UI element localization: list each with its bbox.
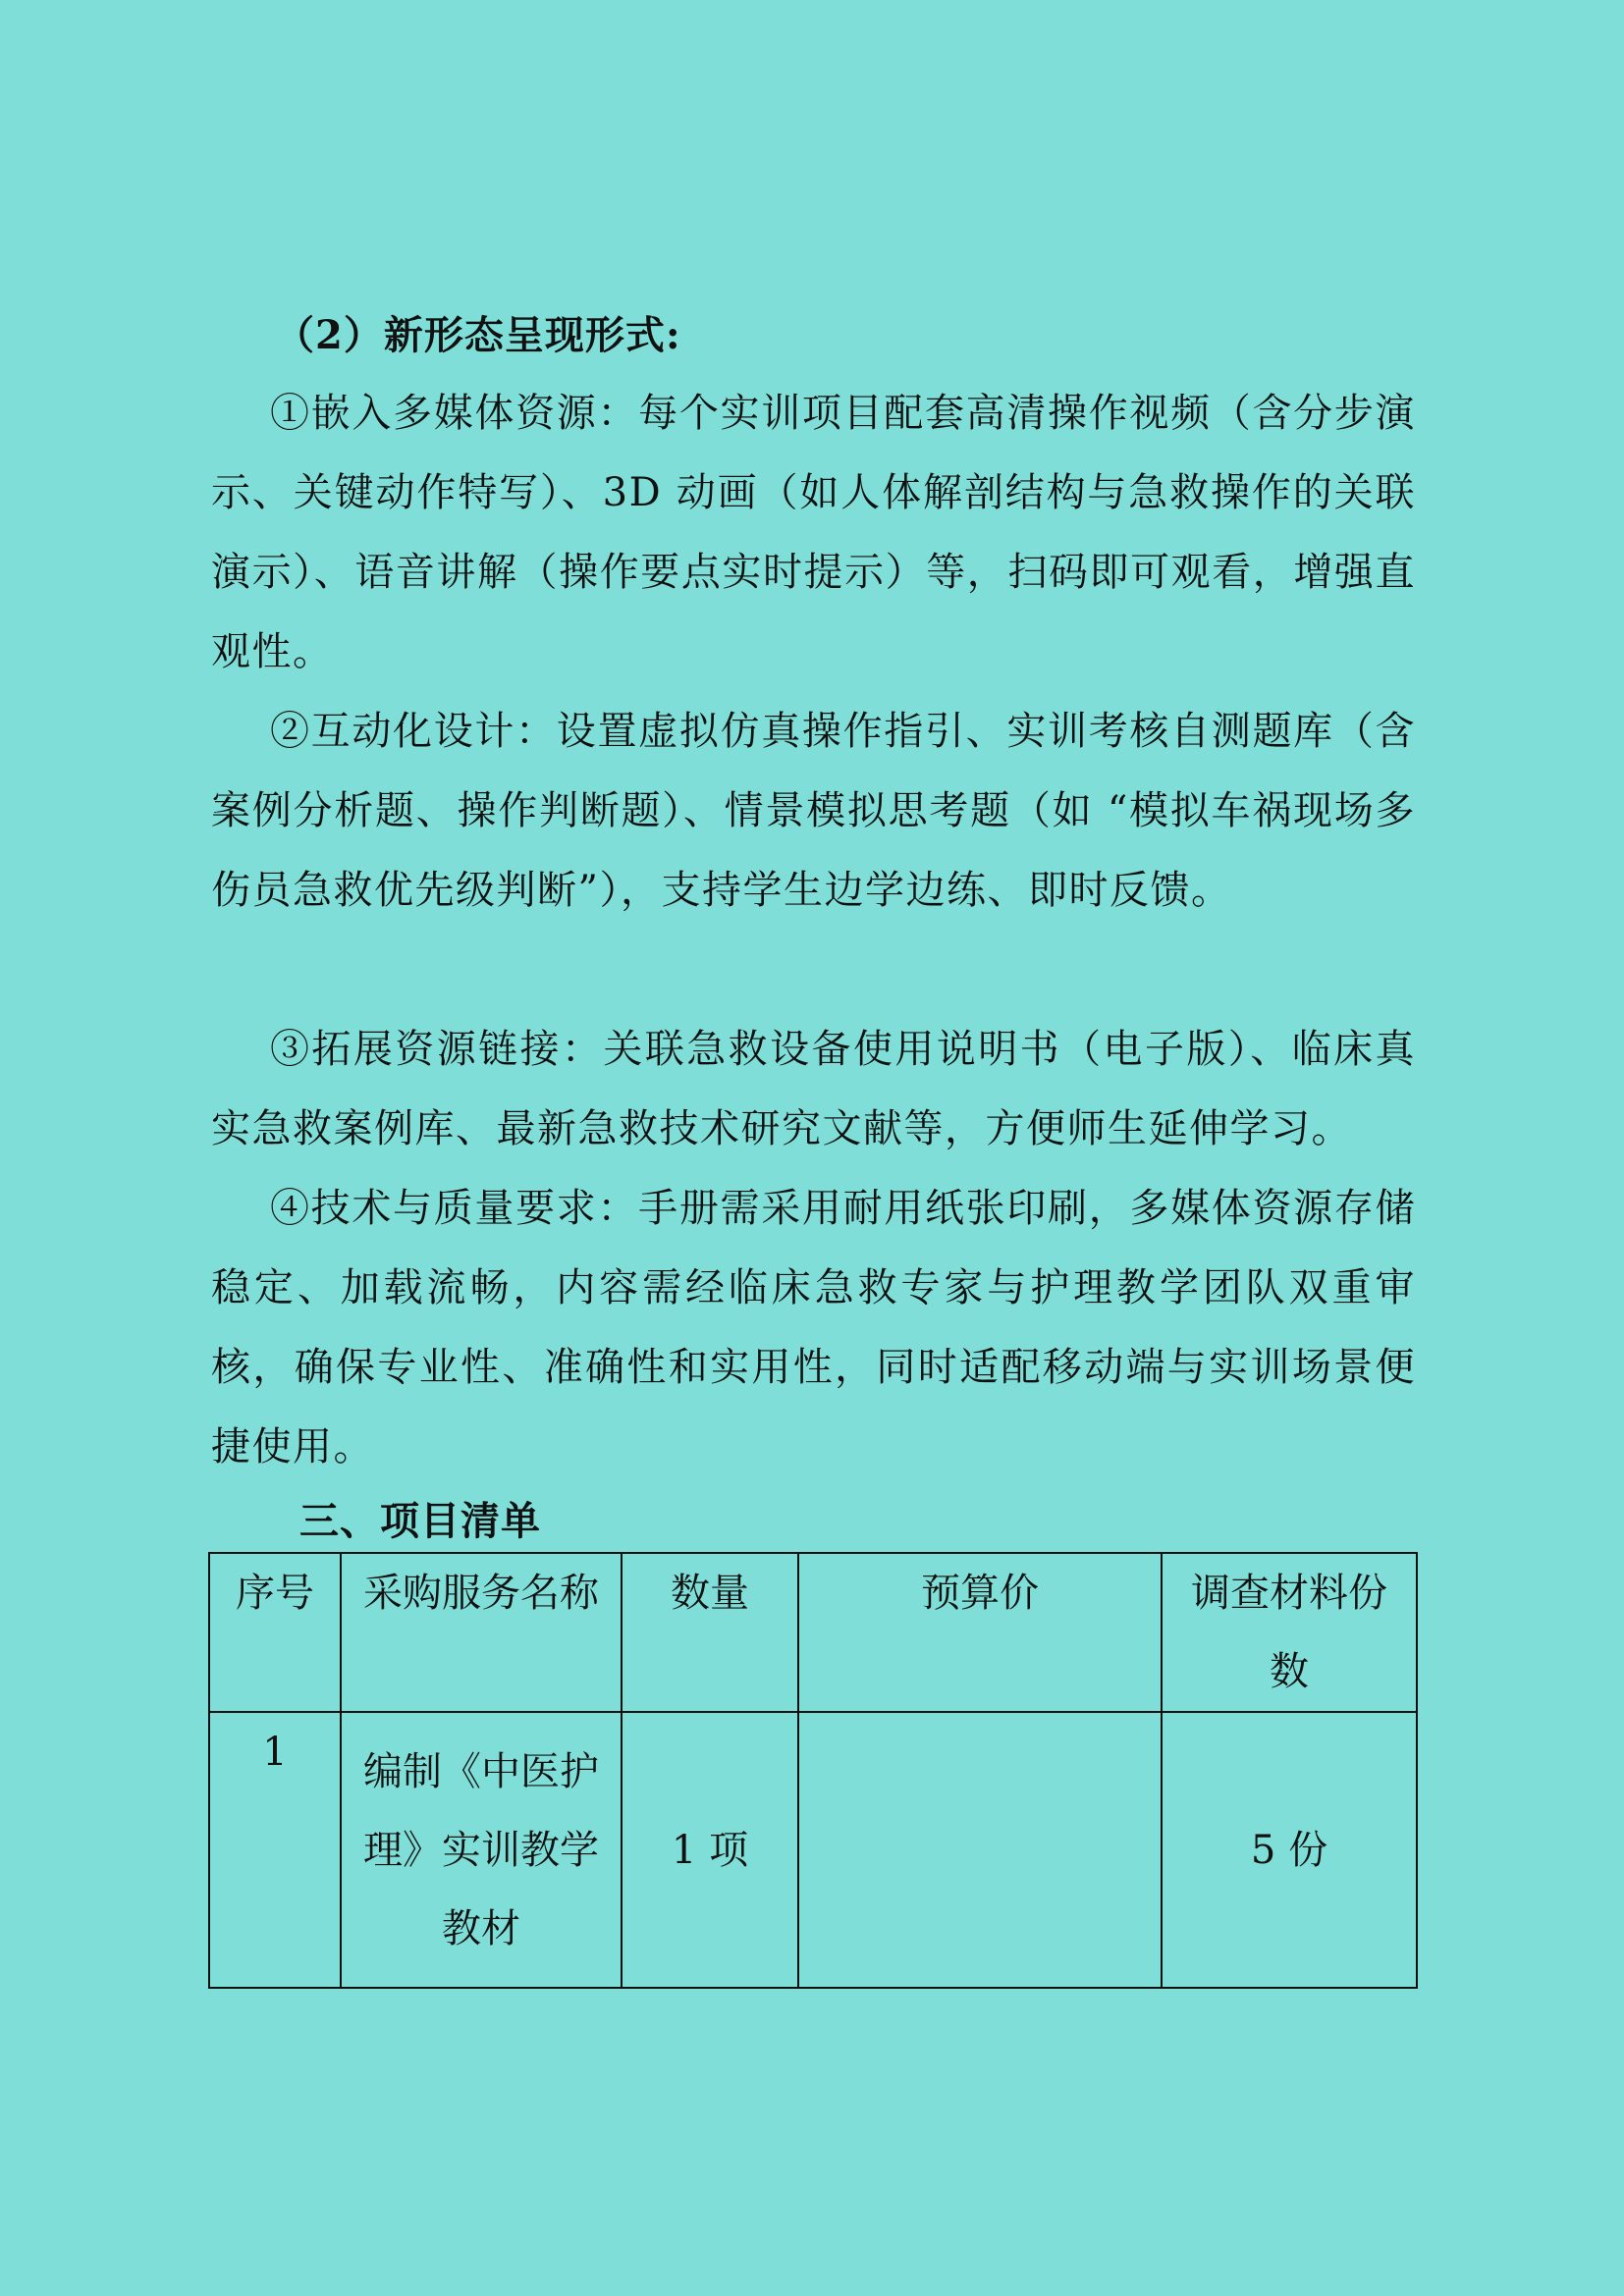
cell-index: 1 <box>209 1712 341 1988</box>
paragraph-resource-links: ③拓展资源链接：关联急救设备使用说明书（电子版）、临床真实急救案例库、最新急救技术研究文献等，方便师生延伸学习。 <box>211 1027 1416 1151</box>
cell-service-name: 编制《中医护理》实训教学教材 <box>341 1712 622 1988</box>
header-quantity: 数量 <box>622 1553 798 1712</box>
paragraph-multimedia: ①嵌入多媒体资源：每个实训项目配套高清操作视频（含分步演示、关键动作特写）、3D 动画（如人体解剖结构与急救操作的关联演示）、语音讲解（操作要点实时提示）等，扫码即可观看，增强直观性。 <box>211 391 1416 674</box>
cell-quantity: 1 项 <box>622 1712 798 1988</box>
section-3-heading: 三、项目清单 <box>299 1498 541 1544</box>
section-2-heading: （2）新形态呈现形式: <box>275 312 681 358</box>
header-service-name: 采购服务名称 <box>341 1553 622 1712</box>
paragraph-quality: ④技术与质量要求：手册需采用耐用纸张印刷，多媒体资源存储稳定、加载流畅，内容需经临床急救专家与护理教学团队双重审核，确保专业性、准确性和实用性，同时适配移动端与实训场景便捷使用。 <box>211 1186 1416 1469</box>
header-index: 序号 <box>209 1553 341 1712</box>
table-row <box>209 1712 1417 1988</box>
header-survey-copies: 调查材料份数 <box>1162 1553 1417 1712</box>
header-budget: 预算价 <box>798 1553 1162 1712</box>
paragraph-interactive: ②互动化设计：设置虚拟仿真操作指引、实训考核自测题库（含案例分析题、操作判断题）、情景模拟思考题（如 “模拟车祸现场多伤员急救优先级判断”），支持学生边学边练、即时反馈。 <box>211 709 1416 913</box>
cell-budget <box>798 1712 1162 1988</box>
cell-survey-copies: 5 份 <box>1162 1712 1417 1988</box>
project-list-table <box>208 1552 1418 1989</box>
table-header-row <box>209 1553 1417 1712</box>
